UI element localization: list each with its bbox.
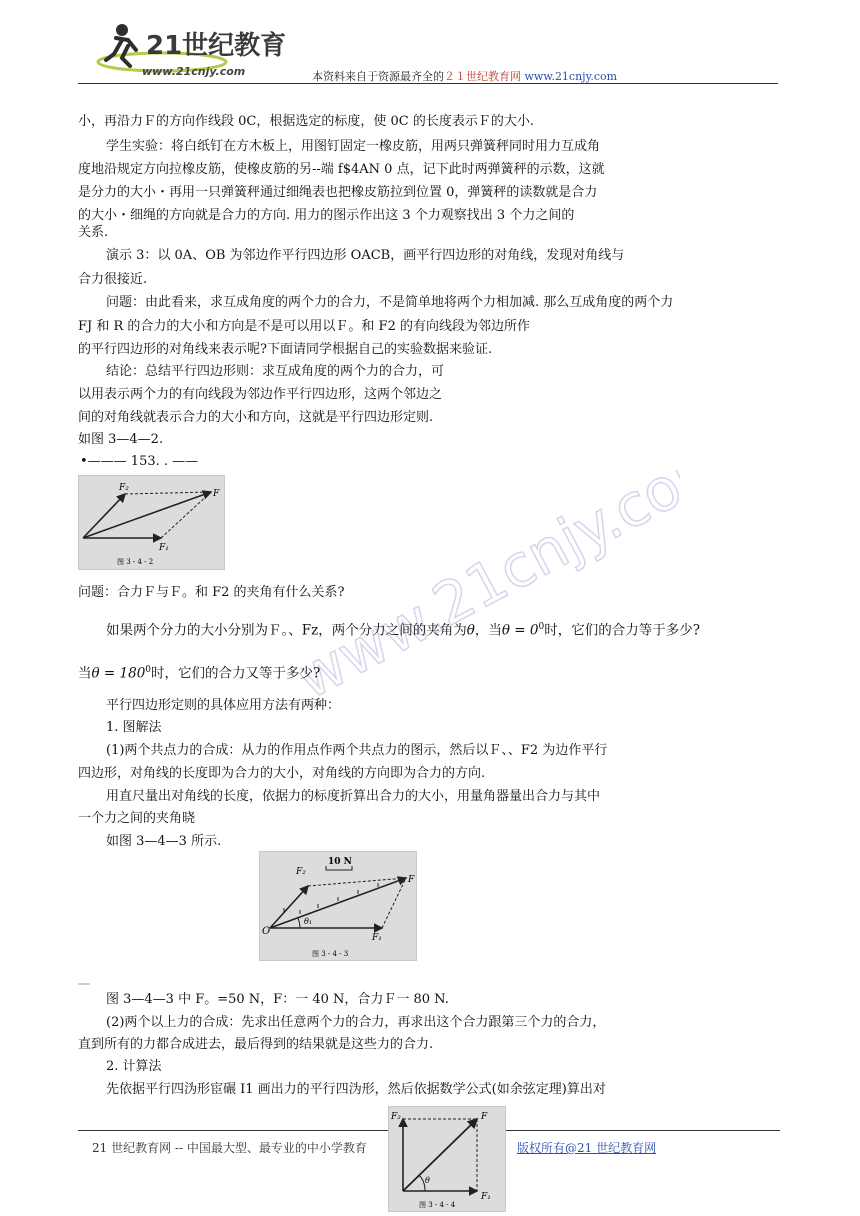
text-line: (1)两个共点力的合成：从力的作用点作两个共点力的图示，然后以Ｆ、、F2 为边作平行 bbox=[106, 743, 608, 758]
text-line: •——— 153. . —— bbox=[80, 454, 199, 469]
label-f2: F₂ bbox=[391, 1112, 401, 1122]
text-line: 是分力的大小・再用一只弹簧秤通过细绳表也把橡皮筋拉到位置 0，弹簧秤的读数就是合力 bbox=[78, 185, 598, 200]
label-f1: F₁ bbox=[481, 1192, 491, 1202]
svg-text:www.21cnjy.com: www.21cnjy.com bbox=[300, 470, 680, 713]
text-line: 先依据平行四沩形宦碾 I1 画出力的平行四沩形，然后依据数学公式(如余弦定理)算出对 bbox=[106, 1082, 606, 1097]
text-line: 直到所有的力都合成进去，最后得到的结果就是这些力的合力. bbox=[78, 1037, 434, 1052]
header-source-prefix: 本资料来自于资源最齐全的 bbox=[312, 70, 444, 83]
label-f: F bbox=[408, 875, 415, 885]
text-line: 用直尺量出对角线的长度，依据力的标度折算出合力的大小，用量角器量出合力与其中 bbox=[106, 789, 601, 804]
figure-caption: 图 3 - 4 - 4 bbox=[419, 1201, 456, 1209]
text-line: 的平行四边形的对角线来表示呢?下面请同学根据自己的实验数据来验证. bbox=[78, 342, 493, 357]
text-line: 间的对角线就表示合力的大小和方向，这就是平行四边形定则. bbox=[78, 410, 434, 425]
label-theta1: θ₁ bbox=[304, 917, 313, 926]
text-line: 问题：由此看来，求互成角度的两个力的合力，不是简单地将两个力相加减. 那么互成角度的两个力 bbox=[106, 295, 674, 310]
figure-caption: 图 3 - 4 - 3 bbox=[312, 950, 349, 958]
text-line: 四边形，对角线的长度即为合力的大小，对角线的方向即为合力的方向. bbox=[78, 766, 486, 781]
footer-copyright-link[interactable]: 版权所有@21 世纪教育网 bbox=[517, 1141, 657, 1155]
label-f: F bbox=[213, 489, 220, 499]
text-line: 合力很接近. bbox=[78, 272, 148, 287]
text-line: 小，再沿力Ｆ的方向作线段 0C，根据选定的标度，使 0C 的长度表示Ｆ的大小. bbox=[78, 114, 534, 129]
text-line: 学生实验：将白纸钉在方木板上，用图钉固定一橡皮筋，用两只弹簧秤同时用力互成角 bbox=[106, 139, 601, 154]
text-line: 问题：合力Ｆ与Ｆ。和 F2 的夹角有什么关系? bbox=[78, 585, 345, 600]
header-source-url[interactable]: www.21cnjy.com bbox=[524, 70, 618, 83]
header-source-site[interactable]: ２１世纪教育网 bbox=[444, 70, 521, 83]
watermark bbox=[300, 470, 680, 720]
header-divider bbox=[78, 83, 778, 84]
text-line: 如图 3—4—2. bbox=[78, 432, 164, 447]
figure-3-4-3 bbox=[259, 851, 417, 961]
text-line: 度地沿规定方向拉橡皮筋，使橡皮筋的另--端 f$4AN 0 点，记下此时两弹簧秤的示数，这就 bbox=[78, 162, 605, 177]
figure-3-4-4 bbox=[388, 1106, 506, 1212]
text-line: (2)两个以上力的合成：先求出任意两个力的合力，再求出这个合力跟第三个力的合力， bbox=[106, 1015, 606, 1030]
theta-question-1: 如果两个分力的大小分别为Ｆ。、Fz，两个分力之间的夹角为θ，当$\theta = 0^0$时，它们的合力等于多少? bbox=[106, 622, 700, 639]
logo-url: www.21cnjy.com bbox=[142, 65, 246, 78]
text-line: 一个力之间的夹角晓 bbox=[78, 811, 196, 826]
label-f: F bbox=[481, 1112, 488, 1122]
text-line: 2. 计算法 bbox=[106, 1059, 162, 1074]
scale-label: 10 N bbox=[328, 857, 352, 867]
label-origin: O bbox=[262, 926, 271, 937]
label-f2: F₂ bbox=[296, 867, 306, 877]
logo-text: 21世纪教育 bbox=[146, 31, 287, 61]
theta-question-2: 当$\theta = 180^0$时，它们的合力又等于多少? bbox=[78, 665, 321, 682]
text-line: 平行四边形定则的具体应用方法有两种： bbox=[106, 698, 341, 713]
figure-caption: 图 3 - 4 - 2 bbox=[117, 558, 154, 566]
label-f1: F₁ bbox=[159, 543, 169, 553]
text-line: 关系. bbox=[78, 225, 109, 240]
divider-mark bbox=[78, 983, 90, 985]
text-line: 的大小・细绳的方向就是合力的方向. 用力的图示作出这 3 个力观察找出 3 个力之间的 bbox=[78, 208, 575, 223]
figure-3-4-2 bbox=[78, 475, 225, 570]
footer-left: 21 世纪教育网 -- 中国最大型、最专业的中小学教育 bbox=[92, 1141, 367, 1155]
label-f1: F₁ bbox=[372, 933, 382, 943]
site-logo bbox=[92, 14, 302, 84]
text-line: 如图 3—4—3 所示. bbox=[106, 834, 222, 849]
text-line: 1. 图解法 bbox=[106, 720, 162, 735]
text-line: 演示 3：以 0A、OB 为邻边作平行四边形 OACB，画平行四边形的对角线，发现对角线与 bbox=[106, 248, 625, 263]
text-line: 以用表示两个力的有向线段为邻边作平行四边形，这两个邻边之 bbox=[78, 387, 443, 402]
label-theta: θ bbox=[425, 1176, 430, 1185]
text-line: 结论：总结平行四边形则：求互成角度的两个力的合力，可 bbox=[106, 364, 445, 379]
label-f2: F₂ bbox=[119, 483, 129, 493]
text-line: 图 3—4—3 中 F。=50 N，F：一 40 N，合力Ｆ一 80 N. bbox=[106, 992, 449, 1007]
text-line: FJ 和 R 的合力的大小和方向是不是可以用以Ｆ。和 F2 的有向线段为邻边所作 bbox=[78, 319, 530, 334]
header-source bbox=[312, 68, 617, 84]
